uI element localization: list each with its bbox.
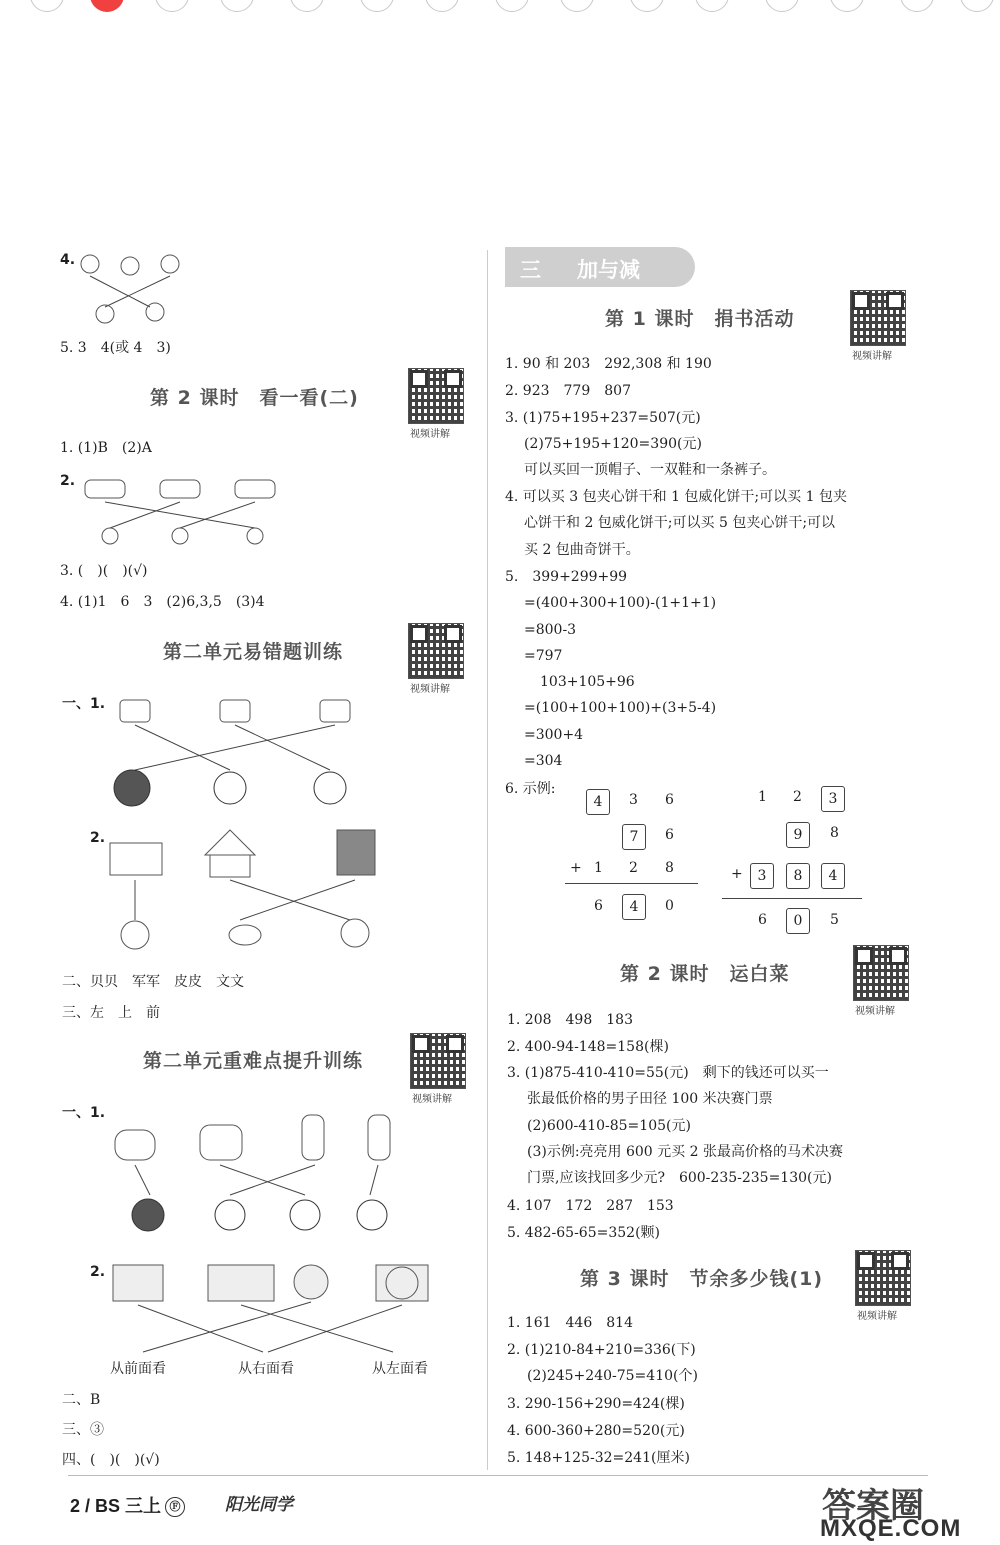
- column-divider: [487, 250, 488, 1470]
- r-l2-line: (3)示例:亮亮用 600 元买 2 张最高价格的马术决赛: [527, 1144, 843, 1160]
- r-l3-line: 1. 161 446 814: [507, 1315, 633, 1331]
- qr-label: 视频讲解: [410, 429, 450, 440]
- unit2-hard-one-1: 一、1.: [62, 1105, 106, 1121]
- r-l1-line: =(400+300+100)-(1+1+1): [524, 595, 717, 611]
- page-footer: [70, 1492, 185, 1518]
- r-l1-line: =300+4: [524, 727, 584, 743]
- answer-box[interactable]: 0: [786, 908, 810, 934]
- qr-label: 视频讲解: [852, 351, 892, 362]
- r-l1-line: 买 2 包曲奇饼干。: [524, 542, 640, 558]
- tab-dot[interactable]: [495, 0, 529, 12]
- digit: 6: [665, 827, 674, 843]
- tab-dot-active[interactable]: [90, 0, 124, 12]
- cars-animals-figure: [80, 470, 290, 550]
- plus-sign: +: [570, 860, 582, 876]
- r-lesson2-title: 第 2 课时 运白菜: [620, 963, 790, 985]
- shapes-views-figure: [108, 1260, 438, 1360]
- unit2-error-two: 二、贝贝 军军 皮皮 文文: [62, 974, 244, 990]
- digit: 3: [629, 792, 638, 808]
- r-l1-line: =304: [524, 753, 563, 769]
- r-l3-line: 4. 600-360+280=520(元): [507, 1423, 685, 1439]
- r-l1-line: (2)75+195+120=390(元): [524, 436, 702, 452]
- r-l2-line: 4. 107 172 287 153: [507, 1198, 674, 1214]
- qr-code-icon[interactable]: [855, 1250, 911, 1306]
- sum-line: [565, 883, 698, 884]
- qr-code-icon[interactable]: [410, 1033, 466, 1089]
- unit2-error-two-label: 2.: [90, 830, 106, 846]
- qr-label: 视频讲解: [412, 1094, 452, 1105]
- unit2-hard-three: 三、③: [62, 1422, 104, 1438]
- ornament-matching-figure: [75, 252, 195, 327]
- digit: 6: [758, 912, 767, 928]
- footer-rule: [68, 1475, 928, 1476]
- digit: 1: [594, 860, 603, 876]
- banner-number: 三: [520, 258, 541, 282]
- tab-dot[interactable]: [765, 0, 799, 12]
- r-l1-line: 心饼干和 2 包威化饼干;可以买 5 包夹心饼干;可以: [524, 515, 836, 531]
- answer-box[interactable]: 8: [786, 863, 810, 889]
- lesson2-q4: 4. (1)1 6 3 (2)6,3,5 (3)4: [60, 594, 265, 610]
- digit: 5: [830, 912, 839, 928]
- bags-people-figure: [110, 1110, 410, 1245]
- r-l1-line: 4. 可以买 3 包夹心饼干和 1 包威化饼干;可以买 1 包夹: [505, 489, 847, 505]
- lesson2-title: 第 2 课时 看一看(二): [150, 387, 359, 409]
- qr-label: 视频讲解: [855, 1006, 895, 1017]
- qr-code-icon[interactable]: [850, 290, 906, 346]
- left-item-4: 4.: [60, 252, 76, 268]
- r-l3-line: (2)245+240-75=410(个): [527, 1368, 698, 1384]
- unit2-hard-four: 四、( )( )(√): [62, 1452, 160, 1468]
- left-item-5: 5. 3 4(或 4 3): [60, 340, 171, 356]
- qr-code-icon[interactable]: [408, 623, 464, 679]
- digit: 8: [830, 825, 839, 841]
- r-l3-line: 3. 290-156+290=424(棵): [507, 1396, 685, 1412]
- view-left-label: 从左面看: [372, 1361, 428, 1377]
- r-l2-line: 门票,应该找回多少元? 600-235-235=130(元): [527, 1170, 832, 1186]
- digit: 0: [665, 898, 674, 914]
- qr-code-icon[interactable]: [853, 945, 909, 1001]
- r-lesson1-title: 第 1 课时 捐书活动: [605, 308, 795, 330]
- digit: 6: [594, 898, 603, 914]
- edition-badge: Ⓕ: [165, 1497, 185, 1517]
- answer-box[interactable]: 4: [622, 894, 646, 920]
- tab-dot[interactable]: [220, 0, 254, 12]
- tab-dot[interactable]: [360, 0, 394, 12]
- digit: 8: [665, 860, 674, 876]
- digit: 6: [665, 792, 674, 808]
- digit: 2: [629, 860, 638, 876]
- plus-sign: +: [731, 866, 743, 882]
- cups-people-figure: [100, 695, 360, 810]
- answer-box[interactable]: 4: [586, 789, 610, 815]
- tab-dot[interactable]: [695, 0, 729, 12]
- r-l1-line: 6. 示例:: [505, 781, 556, 797]
- tab-dot[interactable]: [830, 0, 864, 12]
- tab-dot[interactable]: [290, 0, 324, 12]
- r-l1-line: 2. 923 779 807: [505, 383, 631, 399]
- r-l1-line: 1. 90 和 203 292,308 和 190: [505, 356, 712, 372]
- tab-dot[interactable]: [155, 0, 189, 12]
- answer-box[interactable]: 9: [786, 822, 810, 848]
- r-l1-line: =800-3: [524, 622, 577, 638]
- tab-dot[interactable]: [560, 0, 594, 12]
- unit2-hard-two-label: 2.: [90, 1264, 106, 1280]
- view-front-label: 从前面看: [110, 1361, 166, 1377]
- watermark-url: MXQE.COM: [820, 1515, 962, 1542]
- lesson2-q2-label: 2.: [60, 473, 76, 489]
- r-l2-line: 2. 400-94-148=158(棵): [507, 1039, 669, 1055]
- answer-box[interactable]: 7: [622, 824, 646, 850]
- banner-title: 加与减: [577, 258, 640, 282]
- unit2-error-three: 三、左 上 前: [62, 1005, 160, 1021]
- answer-box[interactable]: 3: [750, 863, 774, 889]
- qr-label: 视频讲解: [410, 684, 450, 695]
- unit2-error-one-1: 一、1.: [62, 696, 106, 712]
- unit2-hard-title: 第二单元重难点提升训练: [143, 1050, 364, 1072]
- brand-logo: 阳光同学: [225, 1495, 293, 1514]
- r-l1-line: 可以买回一顶帽子、一双鞋和一条裤子。: [524, 462, 776, 478]
- r-l1-line: 3. (1)75+195+237=507(元): [505, 410, 701, 426]
- digit: 2: [793, 789, 802, 805]
- lesson2-q3: 3. ( )( )(√): [60, 563, 148, 579]
- r-l1-line: =(100+100+100)+(3+5-4): [524, 700, 717, 716]
- tab-dot[interactable]: [30, 0, 64, 12]
- r-l2-line: 5. 482-65-65=352(颗): [507, 1225, 660, 1241]
- tab-dot[interactable]: [425, 0, 459, 12]
- watermark-logo: 答案圈: [822, 1486, 924, 1526]
- houses-animals-figure: [105, 825, 385, 960]
- sum-line: [722, 898, 862, 899]
- qr-label: 视频讲解: [857, 1311, 897, 1322]
- r-l2-line: 1. 208 498 183: [507, 1012, 633, 1028]
- r-l2-line: 3. (1)875-410-410=55(元) 剩下的钱还可以买一: [507, 1065, 829, 1081]
- unit3-banner: [505, 247, 695, 287]
- page-number: 2 / BS 三上: [70, 1496, 162, 1516]
- unit2-hard-two: 二、B: [62, 1392, 101, 1408]
- r-l2-line: (2)600-410-85=105(元): [527, 1118, 691, 1134]
- answer-box[interactable]: 3: [821, 786, 845, 812]
- tab-dot[interactable]: [960, 0, 994, 12]
- answer-box[interactable]: 4: [821, 863, 845, 889]
- tab-dot[interactable]: [900, 0, 934, 12]
- r-l1-line: 5. 399+299+99: [505, 569, 628, 585]
- view-right-label: 从右面看: [238, 1361, 294, 1377]
- r-l1-line: 103+105+96: [540, 674, 635, 690]
- r-l1-line: =797: [524, 648, 563, 664]
- top-tab-strip: [0, 0, 1000, 12]
- r-l2-line: 张最低价格的男子田径 100 米决赛门票: [527, 1091, 773, 1107]
- r-lesson3-title: 第 3 课时 节余多少钱(1): [580, 1268, 824, 1290]
- r-l3-line: 5. 148+125-32=241(厘米): [507, 1450, 690, 1466]
- unit2-error-title: 第二单元易错题训练: [163, 641, 344, 663]
- digit: 1: [758, 789, 767, 805]
- lesson2-q1: 1. (1)B (2)A: [60, 440, 152, 456]
- r-l3-line: 2. (1)210-84+210=336(下): [507, 1342, 696, 1358]
- qr-code-icon[interactable]: [408, 368, 464, 424]
- tab-dot[interactable]: [630, 0, 664, 12]
